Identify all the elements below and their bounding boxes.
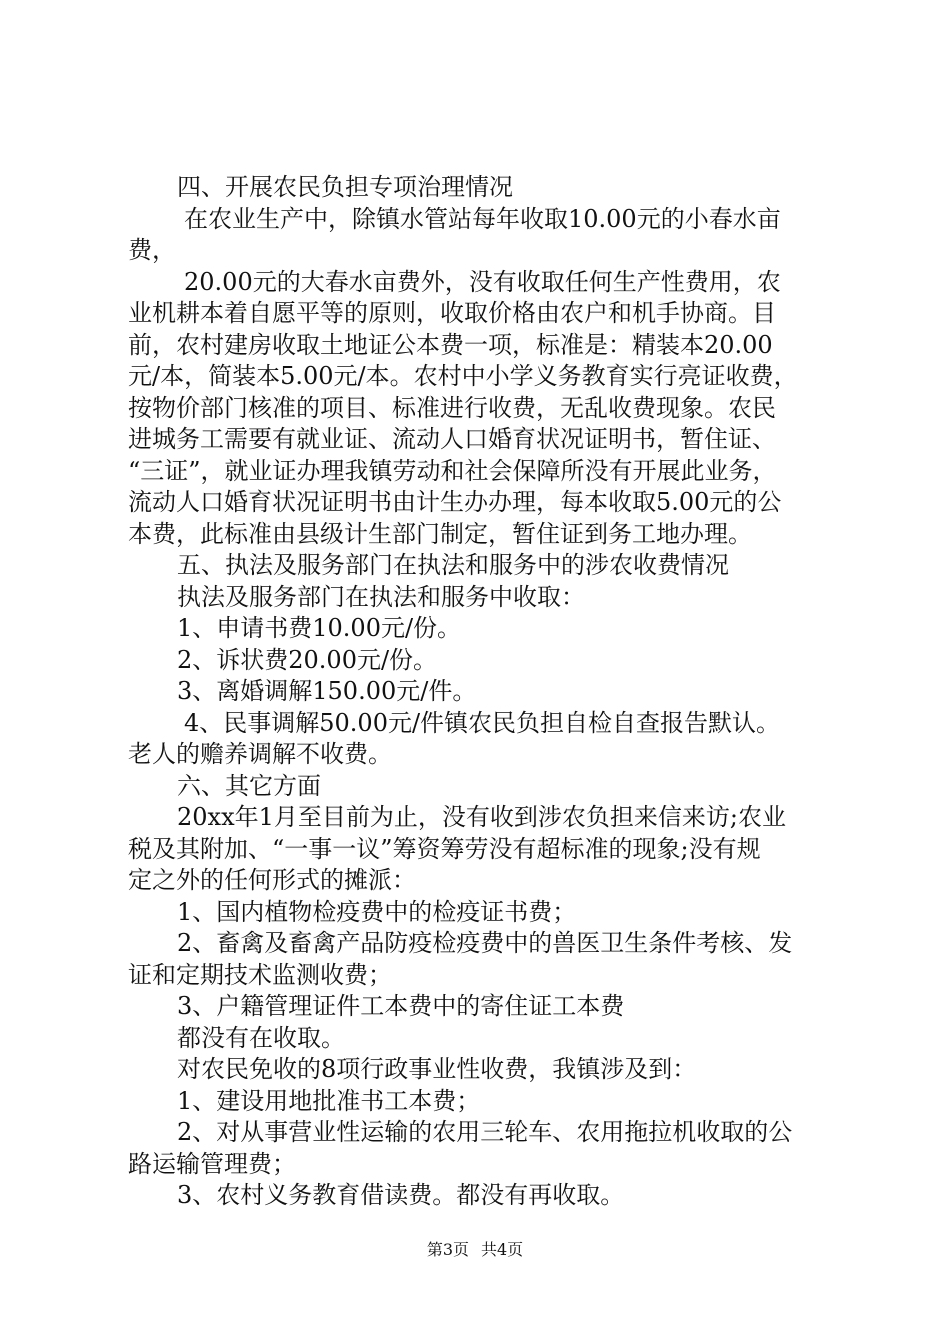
paragraph-line: 费，	[128, 236, 176, 264]
paragraph-line: 元/本，简装本5.00元/本。农村中小学义务教育实行亮证收费，	[128, 362, 798, 390]
paragraph-line: 定之外的任何形式的摊派：	[128, 866, 416, 894]
paragraph-line: 业机耕本着自愿平等的原则，收取价格由农户和机手协商。目	[128, 299, 776, 327]
section-heading: 六、其它方面	[177, 771, 321, 800]
paragraph-line: 20.00元的大春水亩费外，没有收取任何生产性费用，农	[184, 267, 781, 296]
paragraph-line: 20xx年1月至目前为止，没有收到涉农负担来信来访;农业	[177, 803, 786, 831]
page-footer	[0, 1240, 950, 1260]
list-item: 2、畜禽及畜禽产品防疫检疫费中的兽医卫生条件考核、发	[177, 929, 793, 957]
section-heading: 五、执法及服务部门在执法和服务中的涉农收费情况	[177, 551, 729, 579]
list-item: 3、离婚调解150.00元/件。	[177, 677, 477, 705]
paragraph-line: 进城务工需要有就业证、流动人口婚育状况证明书，暂住证、	[128, 425, 776, 453]
list-item: 1、建设用地批准书工本费；	[177, 1086, 481, 1115]
paragraph-line: 路运输管理费；	[128, 1149, 296, 1178]
paragraph-line: 本费，此标准由县级计生部门制定，暂住证到务工地办理。	[128, 519, 752, 548]
paragraph-line: 都没有在收取。	[177, 1023, 345, 1052]
list-item: 4、民事调解50.00元/件镇农民负担自检自查报告默认。	[184, 708, 781, 737]
paragraph-line: 执法及服务部门在执法和服务中收取：	[177, 582, 585, 611]
paragraph-line: 前，农村建房收取土地证公本费一项，标准是：精装本20.00	[128, 330, 773, 359]
paragraph-line: 证和定期技术监测收费；	[128, 960, 392, 989]
list-item: 1、申请书费10.00元/份。	[177, 614, 462, 642]
page-total: 共4页	[481, 1240, 524, 1259]
paragraph-line: 流动人口婚育状况证明书由计生办办理，每本收取5.00元的公	[128, 488, 782, 516]
list-item: 3、农村义务教育借读费。都没有再收取。	[177, 1181, 625, 1209]
page-number: 第3页	[426, 1240, 469, 1259]
list-item: 3、户籍管理证件工本费中的寄住证工本费	[177, 992, 625, 1020]
document-body	[128, 172, 840, 1212]
paragraph-line: 按物价部门核准的项目、标准进行收费，无乱收费现象。农民	[128, 393, 776, 422]
paragraph-line: 老人的赡养调解不收费。	[128, 740, 392, 768]
section-heading: 四、开展农民负担专项治理情况	[177, 173, 513, 201]
paragraph-line: 在农业生产中，除镇水管站每年收取10.00元的小春水亩	[184, 204, 781, 233]
list-item: 2、诉状费20.00元/份。	[177, 645, 438, 674]
paragraph-line: “三证”，就业证办理我镇劳动和社会保障所没有开展此业务，	[128, 456, 777, 485]
list-item: 2、对从事营业性运输的农用三轮车、农用拖拉机收取的公	[177, 1118, 793, 1146]
paragraph-line: 对农民免收的8项行政事业性收费，我镇涉及到：	[177, 1055, 697, 1083]
list-item: 1、国内植物检疫费中的检疫证书费；	[177, 897, 577, 926]
paragraph-line: 税及其附加、“一事一议”筹资筹劳没有超标准的现象;没有规	[128, 834, 761, 863]
